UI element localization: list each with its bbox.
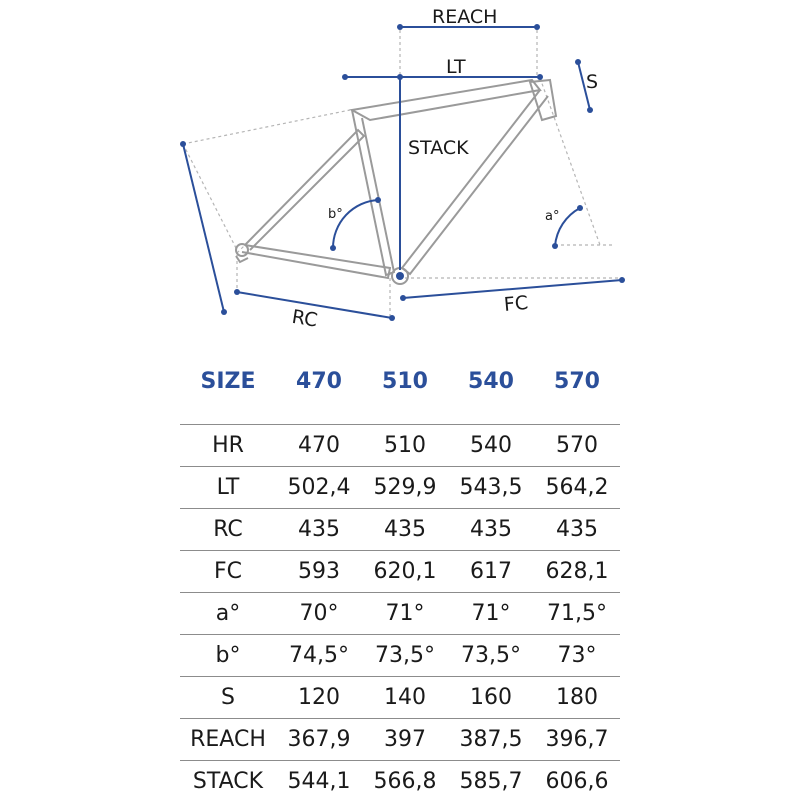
rc-label: RC: [290, 305, 320, 332]
size-header-row: [180, 362, 620, 402]
bike-frame: [236, 80, 556, 284]
row-label: RC: [213, 517, 243, 542]
table-row-hr: [180, 424, 620, 466]
cell-value: 435: [384, 517, 426, 542]
cell-value: 367,9: [287, 727, 351, 752]
cell-value: 71°: [471, 601, 511, 626]
cell-value: 529,9: [373, 475, 437, 500]
cell-value: 71,5°: [547, 601, 607, 626]
cell-value: 435: [470, 517, 512, 542]
cell-value: 510: [384, 433, 426, 458]
cell-value: 73,5°: [375, 643, 435, 668]
table-row-a-angle: [180, 592, 620, 634]
cell-value: 120: [298, 685, 340, 710]
cell-value: 570: [556, 433, 598, 458]
left-dimension-line: [183, 144, 224, 312]
cell-value: 620,1: [373, 559, 437, 584]
cell-value: 540: [470, 433, 512, 458]
table-row-rc: [180, 508, 620, 550]
stack-label: STACK: [408, 137, 469, 159]
cell-value: 543,5: [459, 475, 523, 500]
table-row-reach: [180, 718, 620, 760]
cell-value: 73,5°: [461, 643, 521, 668]
size-header-470: 470: [296, 369, 342, 394]
cell-value: 387,5: [459, 727, 523, 752]
cell-value: 628,1: [545, 559, 609, 584]
a-angle-label: a°: [545, 209, 560, 224]
cell-value: 470: [298, 433, 340, 458]
size-header-540: 540: [468, 369, 514, 394]
cell-value: 544,1: [287, 769, 351, 794]
fc-label: FC: [502, 291, 530, 316]
cell-value: 140: [384, 685, 426, 710]
cell-value: 502,4: [287, 475, 351, 500]
table-row-lt: [180, 466, 620, 508]
size-header-570: 570: [554, 369, 600, 394]
cell-value: 160: [470, 685, 512, 710]
cell-value: 397: [384, 727, 426, 752]
cell-value: 564,2: [545, 475, 609, 500]
cell-value: 585,7: [459, 769, 523, 794]
row-label: HR: [212, 433, 244, 458]
cell-value: 396,7: [545, 727, 609, 752]
table-row-s: [180, 676, 620, 718]
lt-label: LT: [446, 56, 466, 78]
row-label: S: [221, 685, 235, 710]
row-label: FC: [213, 559, 242, 584]
row-label: LT: [216, 475, 240, 500]
row-label: REACH: [190, 727, 266, 752]
cell-value: 435: [298, 517, 340, 542]
table-row-fc: [180, 550, 620, 592]
cell-value: 435: [556, 517, 598, 542]
table-row-stack: [180, 760, 620, 802]
cell-value: 70°: [299, 601, 339, 626]
cell-value: 73°: [557, 643, 597, 668]
cell-value: 617: [470, 559, 512, 584]
cell-value: 71°: [385, 601, 425, 626]
row-label: STACK: [192, 769, 264, 794]
cell-value: 606,6: [545, 769, 609, 794]
s-label: S: [586, 71, 599, 93]
cell-value: 180: [556, 685, 598, 710]
cell-value: 593: [298, 559, 340, 584]
size-header-510: 510: [382, 369, 428, 394]
b-angle-label: b°: [328, 207, 343, 222]
row-label: a°: [215, 601, 241, 626]
geometry-table: [180, 424, 620, 802]
frame-geometry-diagram: [0, 0, 800, 340]
row-label: b°: [215, 643, 241, 668]
size-header-label: SIZE: [200, 369, 256, 394]
cell-value: 74,5°: [289, 643, 349, 668]
cell-value: 566,8: [373, 769, 437, 794]
table-row-b-angle: [180, 634, 620, 676]
reach-label: REACH: [432, 6, 498, 28]
